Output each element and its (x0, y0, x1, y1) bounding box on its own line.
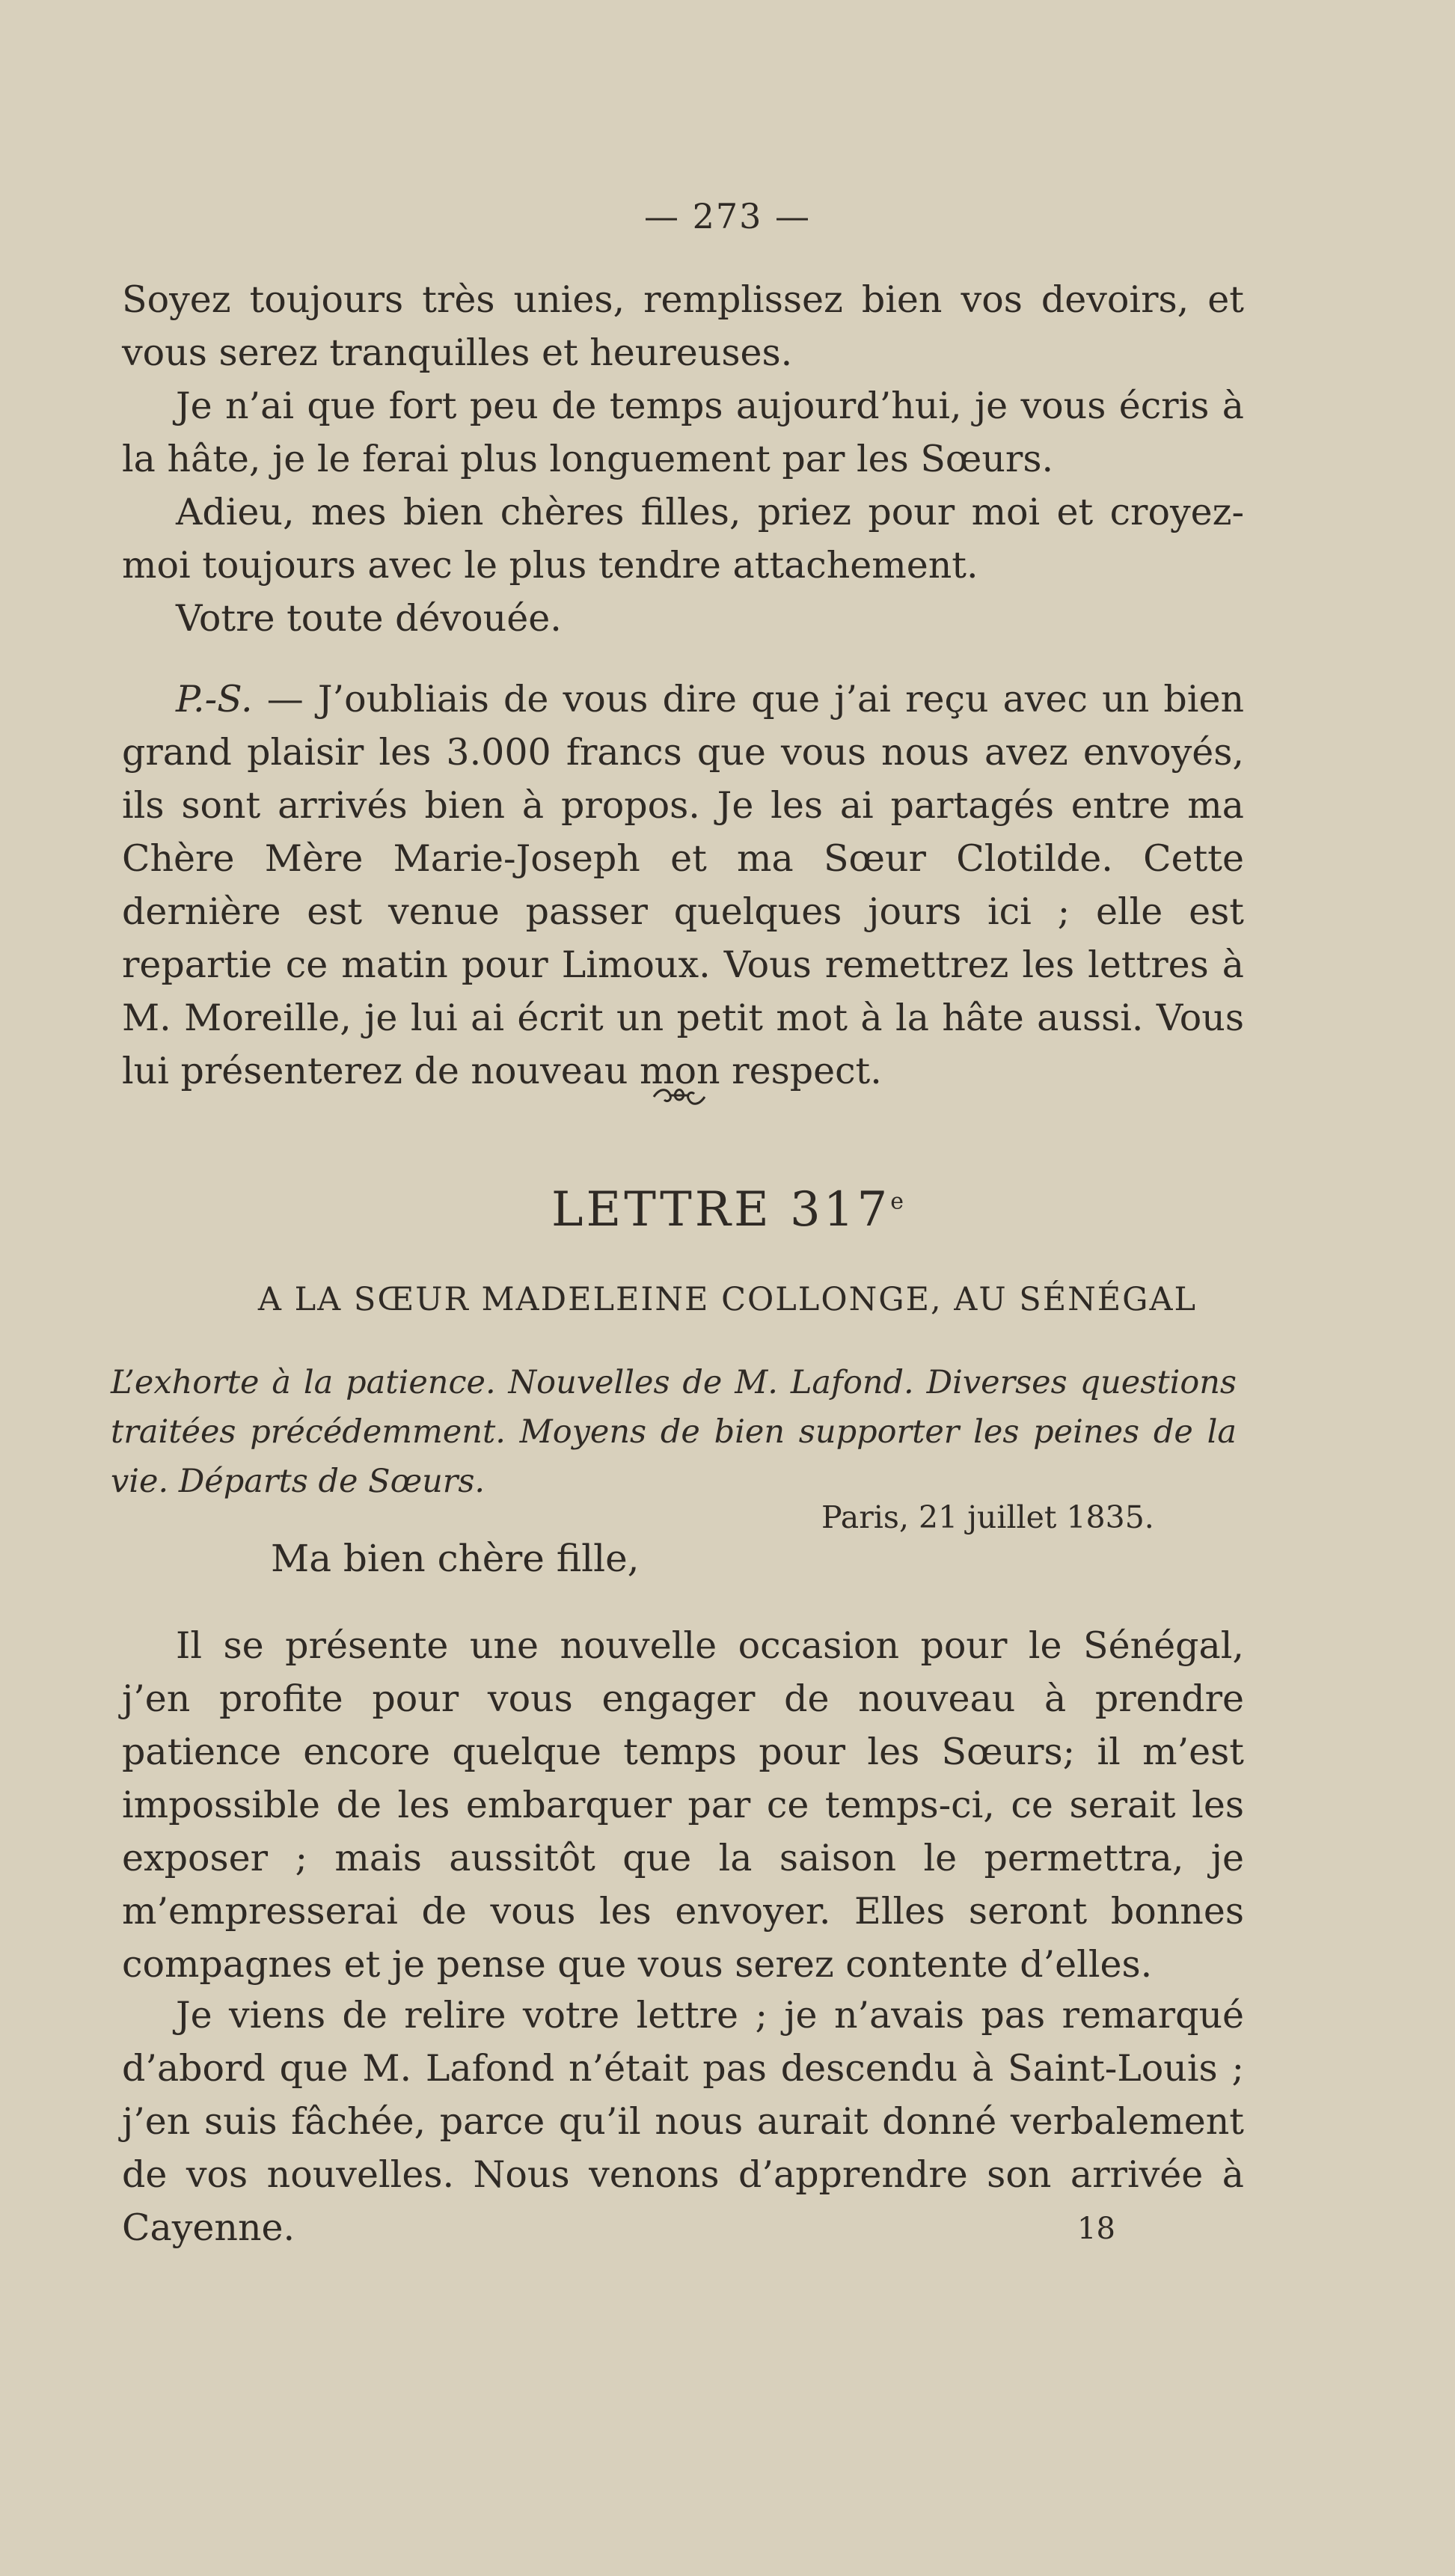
page-number: — 273 — (643, 196, 812, 236)
letter-recipient: A LA SŒUR MADELEINE COLLONGE, AU SÉNÉGAL (257, 1281, 1198, 1318)
paragraph: Adieu, mes bien chères filles, priez pour moi et croyez-moi toujours avec le plus tendre attachement. (122, 491, 1244, 587)
title-superscript: e (890, 1188, 904, 1215)
dateline: Paris, 21 juillet 1835. (821, 1499, 1154, 1535)
signature-mark: 18 (1077, 2212, 1115, 2246)
fleuron-ornament-icon (652, 1082, 706, 1112)
letter-paragraph: Il se présente une nouvelle occasion pour le Sénégal, j’en profite pour vous engager de nouveau à prendre patience encore quelque temps pour les Sœurs; il m’est impossible de les embarquer par ce temps-ci, ce serait les exposer ; mais aussitôt que la saison le permettra, je m’empresserai de vous les envoyer. Elles seront bonnes compagnes et je pense que vous serez contente d’elles. (122, 1624, 1244, 1986)
postscript (122, 673, 1244, 1098)
paragraph: Soyez toujours très unies, remplissez bien vos devoirs, et vous serez tranquilles et heureuses. (122, 278, 1244, 374)
salutation: Ma bien chère fille, (271, 1537, 640, 1580)
letter-paragraph: Je viens de relire votre lettre ; je n’avais pas remarqué d’abord que M. Lafond n’était pas descendu à Saint-Louis ; j’en suis fâchée, parce qu’il nous aurait donné verbalement de vos nouvelles. Nous venons d’apprendre son arrivée à Cayenne. (122, 1994, 1244, 2249)
letter-title: LETTRE 317e (551, 1182, 904, 1237)
letter-summary: L’exhorte à la patience. Nouvelles de M. Lafond. Diverses questions traitées précédemment. Moyens de bien supporter les peines de la vie. Départs de Sœurs. (111, 1364, 1237, 1500)
postscript-label: P.-S. (176, 678, 253, 721)
paragraph: Je n’ai que fort peu de temps aujourd’hui, je vous écris à la hâte, je le ferai plus longuement par les Sœurs. (122, 385, 1244, 480)
postscript-text: — J’oubliais de vous dire que j’ai reçu avec un bien grand plaisir les 3.000 francs que vous nous avez envoyés, ils sont arrivés bien à propos. Je les ai partagés entre ma Chère Mère Marie-Joseph et ma Sœur Clotilde. Cette dernière est venue passer quelques jours ici ; elle est repartie ce matin pour Limoux. Vous remettrez les lettres à M. Moreille, je lui ai écrit un petit mot à la hâte aussi. Vous lui présenterez de nouveau mon respect. (122, 678, 1244, 1092)
closing-line: Votre toute dévouée. (176, 597, 562, 640)
